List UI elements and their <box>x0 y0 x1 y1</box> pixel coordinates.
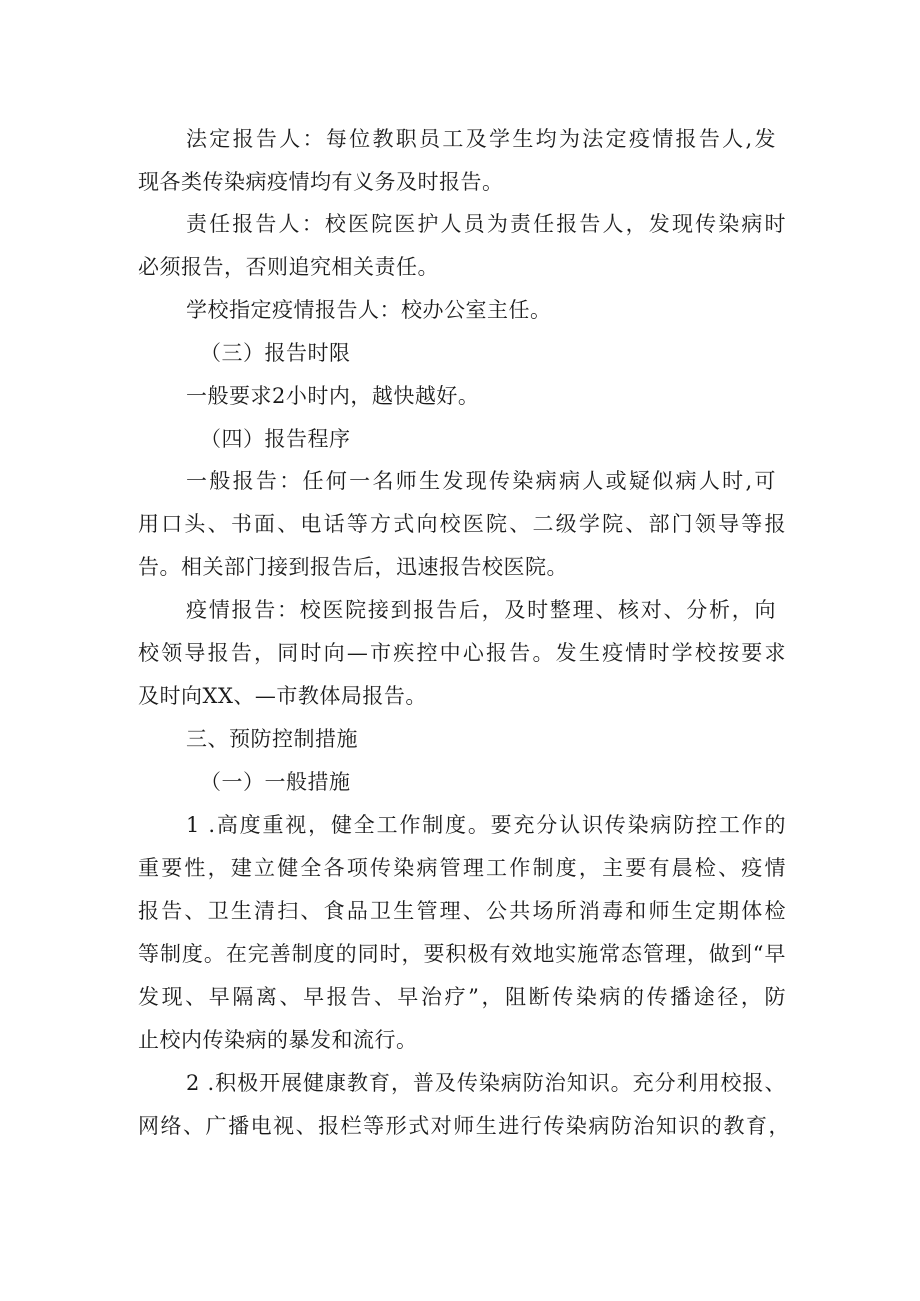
paragraph-line: 校领导报告，同时向—市疾控中心报告。发生疫情时学校按要求 <box>138 641 786 665</box>
paragraph-line: 责任报告人：校医院医护人员为责任报告人，发现传染病时 <box>186 212 786 236</box>
paragraph-line: 现各类传染病疫情均有义务及时报告。 <box>138 170 504 194</box>
paragraph-line: 用口头、书面、电话等方式向校医院、二级学院、部门领导等报 <box>138 512 786 536</box>
paragraph-line: 网络、广播电视、报栏等形式对师生进行传染病防治知识的教育， <box>138 1114 790 1138</box>
paragraph-line: 止校内传染病的暴发和流行。 <box>138 1028 418 1052</box>
section-heading: （四）报告程序 <box>200 427 351 451</box>
paragraph-line: 告。相关部门接到报告后，迅速报告校医院。 <box>138 555 568 579</box>
paragraph-line: 1 .高度重视，健全工作制度。要充分认识传染病防控工作的 <box>186 813 786 837</box>
paragraph-line: 等制度。在完善制度的同时，要积极有效地实施常态管理，做到“早 <box>138 942 786 966</box>
paragraph-line: 一般要求2小时内，越快越好。 <box>186 384 480 408</box>
paragraph-line: 法定报告人：每位教职员工及学生均为法定疫情报告人,发 <box>186 127 776 151</box>
paragraph-line: 学校指定疫情报告人：校办公室主任。 <box>186 298 552 322</box>
paragraph-line: 报告、卫生清扫、食品卫生管理、公共场所消毒和师生定期体检 <box>138 899 786 923</box>
section-heading: （三）报告时限 <box>200 341 351 365</box>
paragraph-line: 一般报告：任何一名师生发现传染病病人或疑似病人时,可 <box>186 469 776 493</box>
section-heading: 三、预防控制措施 <box>186 727 358 751</box>
paragraph-line: 及时向XX、—市教体局报告。 <box>138 684 427 708</box>
paragraph-line: 发现、早隔离、早报告、早治疗”，阻断传染病的传播途径，防 <box>138 985 786 1009</box>
paragraph-line: 重要性，建立健全各项传染病管理工作制度，主要有晨检、疫情 <box>138 856 786 880</box>
section-heading: （一）一般措施 <box>200 770 351 794</box>
paragraph-line: 必须报告，否则追究相关责任。 <box>138 255 439 279</box>
paragraph-line: 疫情报告：校医院接到报告后，及时整理、核对、分析，向 <box>186 598 776 622</box>
paragraph-line: 2 .积极开展健康教育，普及传染病防治知识。充分利用校报、 <box>186 1071 786 1095</box>
